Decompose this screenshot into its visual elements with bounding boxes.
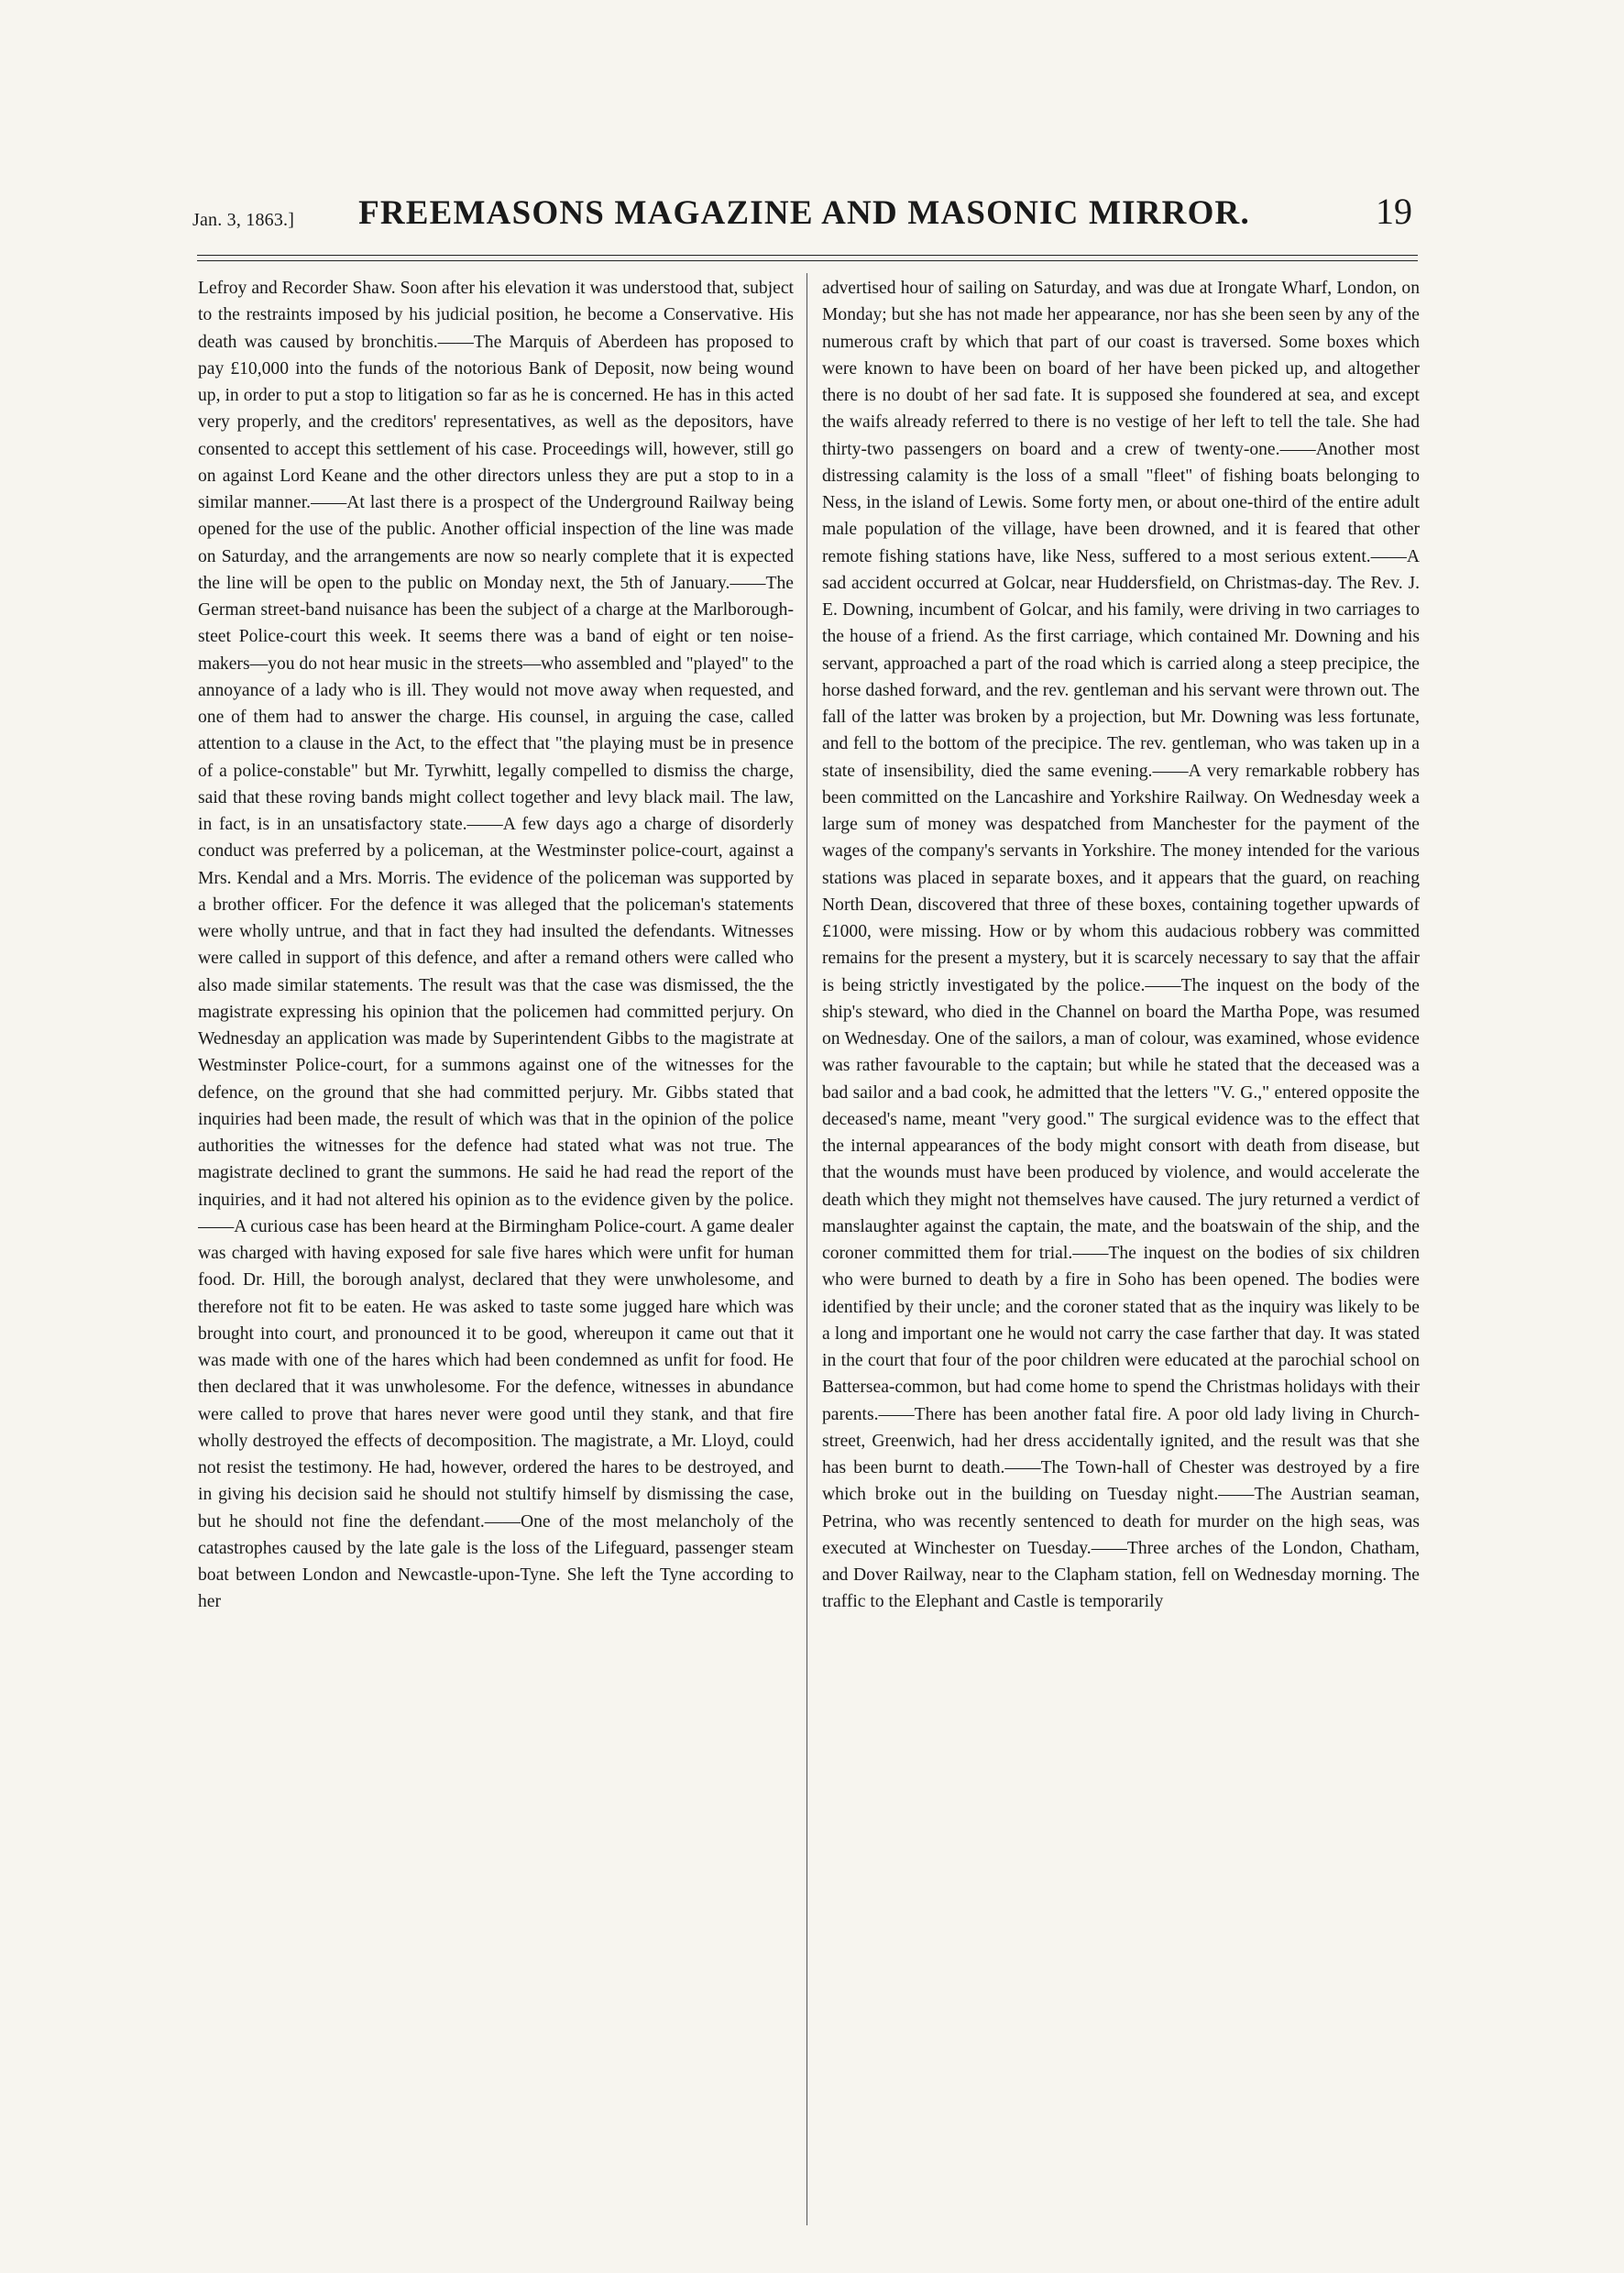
magazine-title: FREEMASONS MAGAZINE AND MASONIC MIRROR. <box>358 194 1250 232</box>
right-column-text: advertised hour of sailing on Saturday, and was due at Irongate Wharf, London, on Monday; but she has not made her appearance, nor has she been seen by any of the numerous craft by which that part of our coast is traversed. Some boxes which were known to have been on board of her have been picked up, and altogether there is no doubt of her sad fate. It is supposed she foundered at sea, and except the waifs already referred to there is no vestige of her left to tell the tale. She had thirty-two passengers on board and a crew of twenty-one.——Another most distressing calamity is the loss of a small "fleet" of fishing boats belonging to Ness, in the island of Lewis. Some forty men, or about one-third of the entire adult male population of the village, have been drowned, and it is feared that other remote fishing stations have, like Ness, suffered to a most serious extent.——A sad accident occurred at Golcar, near Huddersfield, on Christmas-day. The Rev. J. E. Downing, incumbent of Golcar, and his family, were driving in two carriages to the house of a friend. As the first carriage, which contained Mr. Downing and his servant, approached a part of the road which is carried along a steep precipice, the horse dashed forward, and the rev. gentleman and his servant were thrown out. The fall of the latter was broken by a projection, but Mr. Downing was less fortunate, and fell to the bottom of the precipice. The rev. gentleman, who was taken up in a state of insensibility, died the same evening.——A very remarkable robbery has been committed on the Lancashire and Yorkshire Railway. On Wednesday week a large sum of money was despatched from Manchester for the payment of the wages of the company's servants in Yorkshire. The money intended for the various stations was placed in separate boxes, and it appears that the guard, on reaching North Dean, discovered that three of these boxes, containing together upwards of £1000, were missing. How or by whom this audacious robbery was committed remains for the present a mystery, but it is scarcely necessary to say that the affair is being strictly investigated by the police.——The inquest on the body of the ship's steward, who died in the Channel on board the Martha Pope, was resumed on Wednesday. One of the sailors, a man of colour, was examined, whose evidence was rather favourable to the captain; but while he stated that the deceased was a bad sailor and a bad cook, he admitted that the letters "V. G.," entered opposite the deceased's name, meant "very good." The surgical evidence was to the effect that the internal appearances of the body might consort with death from disease, but that the wounds must have been produced by violence, and would accelerate the death which they might not themselves have caused. The jury returned a verdict of manslaughter against the captain, the mate, and the boatswain of the ship, and the coroner committed them for trial.——The inquest on the bodies of six children who were burned to death by a fire in Soho has been opened. The bodies were identified by their uncle; and the coroner stated that as the inquiry was likely to be a long and important one he would not carry the case farther that day. It was stated in the court that four of the poor children were educated at the parochial school on Battersea-common, but had come home to spend the Christmas holidays with their parents.——There has been another fatal fire. A poor old lady living in Church-street, Greenwich, had her dress accidentally ignited, and the result was that she has been burnt to death.——The Town-hall of Chester was destroyed by a fire which broke out in the building on Tuesday night.——The Austrian seaman, Petrina, who was recently sentenced to death for murder on the high seas, was executed at Winchester on Tuesday.——Three arches of the London, Chatham, and Dover Railway, near to the Clapham station, fell on Wednesday morning. The traffic to the Elephant and Castle is temporarily <box>822 279 1420 1612</box>
page-header <box>192 188 1416 243</box>
header-rule <box>197 255 1418 256</box>
page-number: 19 <box>1376 191 1412 232</box>
right-column <box>822 275 1420 2223</box>
left-column-text: Lefroy and Recorder Shaw. Soon after his elevation it was understood that, subject to the restraints imposed by his judicial position, he become a Conservative. His death was caused by bronchitis.——The Marquis of Aberdeen has proposed to pay £10,000 into the funds of the notorious Bank of Deposit, now being wound up, in order to put a stop to litigation so far as he is concerned. He has in this acted very properly, and the creditors' representatives, as well as the depositors, have consented to accept this settlement of his case. Proceedings will, however, still go on against Lord Keane and the other directors unless they are put a stop to in a similar manner.——At last there is a prospect of the Underground Railway being opened for the use of the public. Another official inspection of the line was made on Saturday, and the arrangements are now so nearly complete that it is expected the line will be open to the public on Monday next, the 5th of January.——The German street-band nuisance has been the subject of a charge at the Marlborough-steet Police-court this week. It seems there was a band of eight or ten noise-makers—you do not hear music in the streets—who assembled and "played" to the annoyance of a lady who is ill. They would not move away when requested, and one of them had to answer the charge. His counsel, in arguing the case, called attention to a clause in the Act, to the effect that "the playing must be in presence of a police-constable" but Mr. Tyrwhitt, legally compelled to dismiss the charge, said that these roving bands might collect together and levy black mail. The law, in fact, is in an unsatisfactory state.——A few days ago a charge of disorderly conduct was preferred by a policeman, at the Westminster police-court, against a Mrs. Kendal and a Mrs. Morris. The evidence of the policeman was supported by a brother officer. For the defence it was alleged that the policeman's statements were wholly untrue, and that in fact they had insulted the defendants. Witnesses were called in support of this defence, and after a remand others were called who also made similar statements. The result was that the case was dismissed, the the magistrate expressing his opinion that the policemen had committed perjury. On Wednesday an application was made by Superintendent Gibbs to the magistrate at Westminster Police-court, for a summons against one of the witnesses for the defence, on the ground that she had committed perjury. Mr. Gibbs stated that inquiries had been made, the result of which was that in the opinion of the police authorities the witnesses for the defence had stated what was not true. The magistrate declined to grant the summons. He said he had read the report of the inquiries, and it had not altered his opinion as to the evidence given by the police.——A curious case has been heard at the Birmingham Police-court. A game dealer was charged with having exposed for sale five hares which were unfit for human food. Dr. Hill, the borough analyst, declared that they were unwholesome, and therefore not fit to be eaten. He was asked to taste some jugged hare which was brought into court, and pronounced it to be good, whereupon it came out that it was made with one of the hares which had been condemned as unfit for food. He then declared that it was unwholesome. For the defence, witnesses in abundance were called to prove that hares never were good until they stank, and that fire wholly destroyed the effects of decomposition. The magistrate, a Mr. Lloyd, could not resist the testimony. He had, however, ordered the hares to be destroyed, and in giving his decision said he should not stultify himself by dismissing the case, but he should not fine the defendant.——One of the most melancholy of the catastrophes caused by the late gale is the loss of the Lifeguard, passenger steam boat between London and Newcastle-upon-Tyne. She left the Tyne according to her <box>198 279 794 1612</box>
header-rule-thin <box>197 260 1418 261</box>
issue-date: Jan. 3, 1863.] <box>192 210 295 230</box>
left-column <box>198 275 794 2223</box>
